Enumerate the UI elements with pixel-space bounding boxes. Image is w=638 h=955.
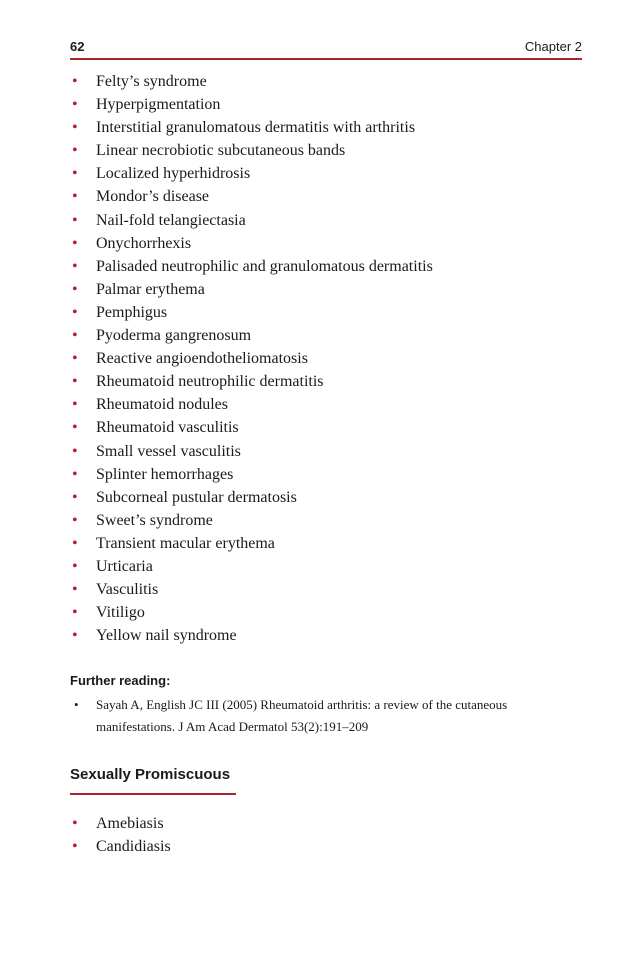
bullet-icon: • [72, 442, 78, 460]
bullet-icon: • [72, 119, 78, 137]
list-item: • Urticaria [70, 555, 433, 578]
bullet-icon: • [72, 142, 78, 160]
bullet-icon: • [72, 188, 78, 206]
bullet-icon: • [72, 234, 78, 252]
bullet-icon: • [72, 280, 78, 298]
bullet-icon: • [74, 697, 79, 712]
chapter-label: Chapter 2 [524, 39, 582, 54]
list-item: • Yellow nail syndrome [70, 624, 433, 647]
further-reading-label: Further reading: [70, 673, 171, 688]
page-header [70, 36, 582, 60]
list-item: • Rheumatoid vasculitis [70, 416, 433, 439]
list-item: • Transient macular erythema [70, 532, 433, 555]
list-item: • Sweet’s syndrome [70, 509, 433, 532]
list-item: • Reactive angioendotheliomatosis [70, 347, 433, 370]
list-item: • Linear necrobiotic subcutaneous bands [70, 139, 433, 162]
bullet-icon: • [72, 303, 78, 321]
page-number: 62 [70, 39, 85, 54]
bullet-icon: • [72, 373, 78, 391]
bullet-icon: • [72, 838, 78, 856]
bullet-icon: • [72, 511, 78, 529]
list-item: • Interstitial granulomatous dermatitis with arthritis [70, 116, 433, 139]
list-item: • Vitiligo [70, 601, 433, 624]
list-item: • Rheumatoid nodules [70, 393, 433, 416]
bullet-icon: • [72, 557, 78, 575]
list-item: • Localized hyperhidrosis [70, 162, 433, 185]
section-list [70, 812, 171, 858]
condition-list [70, 70, 433, 647]
bullet-icon: • [72, 488, 78, 506]
bullet-icon: • [72, 419, 78, 437]
reference-item [70, 694, 570, 738]
list-item: • Onychorrhexis [70, 232, 433, 255]
bullet-icon: • [72, 211, 78, 229]
list-item: • Felty’s syndrome [70, 70, 433, 93]
section-divider [70, 793, 236, 795]
list-item: • Subcorneal pustular dermatosis [70, 486, 433, 509]
bullet-icon: • [72, 815, 78, 832]
list-item: • Vasculitis [70, 578, 433, 601]
list-item: • Nail-fold telangiectasia [70, 209, 433, 232]
section-title: Sexually Promiscuous [70, 766, 231, 783]
list-item: • Splinter hemorrhages [70, 463, 433, 486]
bullet-icon: • [72, 327, 78, 345]
list-item: • Pemphigus [70, 301, 433, 324]
bullet-icon: • [72, 627, 78, 645]
list-item: • Mondor’s disease [70, 185, 433, 208]
bullet-icon: • [72, 257, 78, 275]
bullet-icon: • [72, 165, 78, 183]
list-item: • Small vessel vasculitis [70, 440, 433, 463]
list-item: • Hyperpigmentation [70, 93, 433, 116]
bullet-icon: • [72, 465, 78, 483]
bullet-icon: • [72, 604, 78, 622]
list-item: • Palisaded neutrophilic and granulomatous dermatitis [70, 255, 433, 278]
list-item: • Rheumatoid neutrophilic dermatitis [70, 370, 433, 393]
bullet-icon: • [72, 396, 78, 414]
list-item: • Palmar erythema [70, 278, 433, 301]
bullet-icon: • [72, 581, 78, 599]
bullet-icon: • [72, 96, 78, 114]
bullet-icon: • [72, 350, 78, 368]
list-item: • Candidiasis [70, 835, 171, 858]
list-item: • Amebiasis [70, 812, 171, 835]
bullet-icon: • [72, 73, 78, 90]
reference-text: Sayah A, English JC III (2005) Rheumatoid arthritis: a review of the cutaneous manifestations. J Am Acad Dermatol 53(2):191–209 [96, 697, 508, 734]
bullet-icon: • [72, 534, 78, 552]
list-item: • Pyoderma gangrenosum [70, 324, 433, 347]
